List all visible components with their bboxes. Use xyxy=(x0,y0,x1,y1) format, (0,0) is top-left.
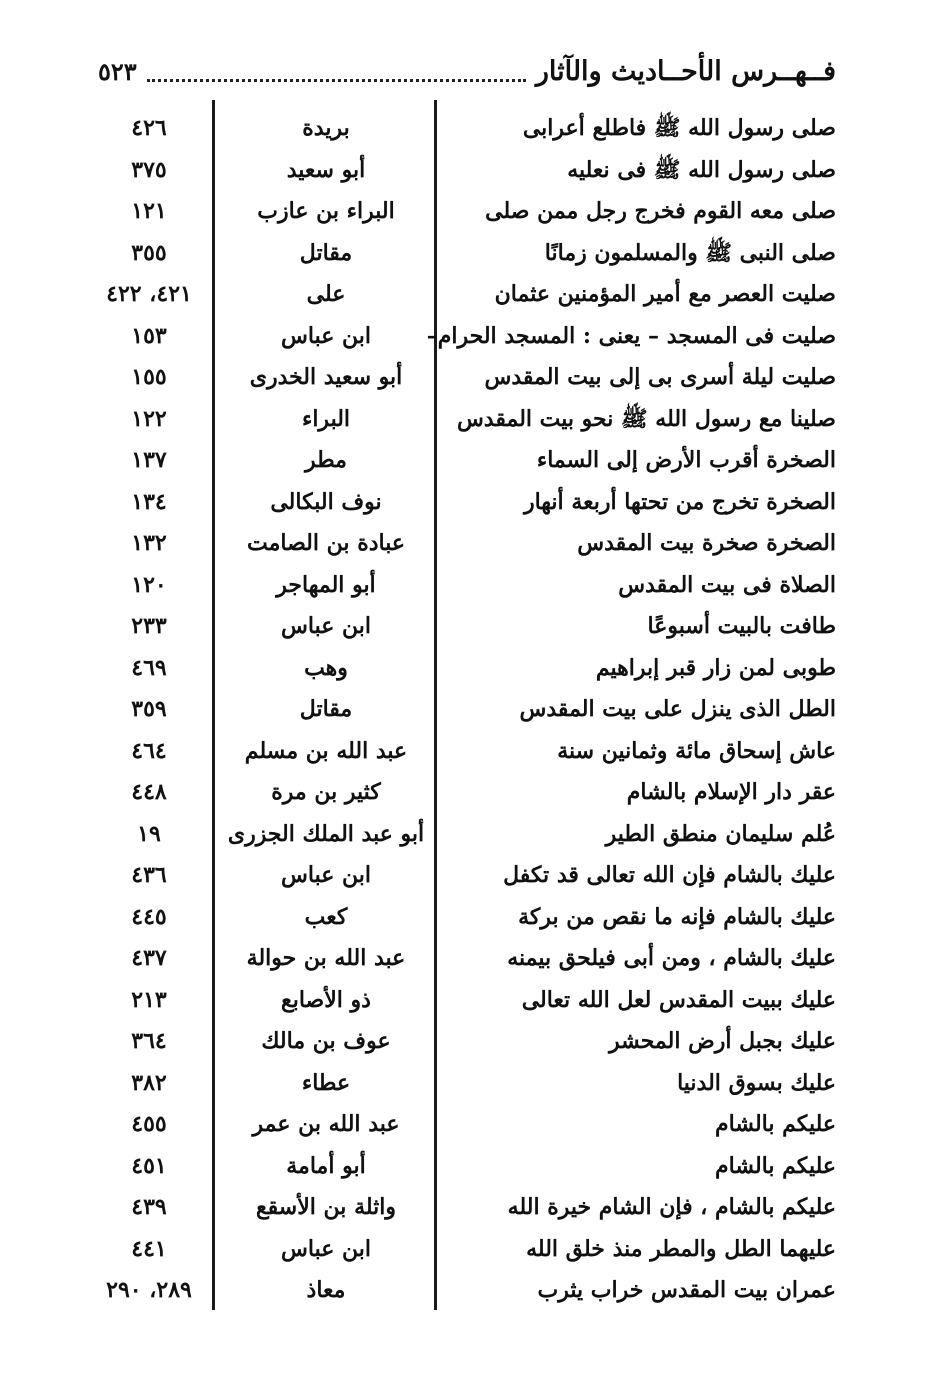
table-row xyxy=(0,606,944,648)
hadith-text: عقر دار الإسلام بالشام xyxy=(626,779,836,805)
hadith-text: عليك بالشام فإن الله تعالى قد تكفل xyxy=(503,862,836,888)
hadith-text: عليك بجبل أرض المحشر xyxy=(608,1028,836,1054)
narrator-name: البراء بن عازب xyxy=(257,198,395,224)
page-reference: ٤٤٥ xyxy=(131,903,167,930)
table-row xyxy=(0,440,944,482)
narrator-name: كعب xyxy=(304,903,348,930)
hadith-text: عاش إسحاق مائة وثمانين سنة xyxy=(557,737,836,764)
hadith-text: عمران بيت المقدس خراب يثرب xyxy=(537,1277,836,1303)
narrator-name: مطر xyxy=(305,447,347,473)
table-row xyxy=(0,191,944,233)
page-reference: ٤٦٤ xyxy=(131,737,167,764)
hadith-text: عليهما الطل والمطر منذ خلق الله xyxy=(526,1235,836,1262)
page-reference: ٢١٣ xyxy=(131,986,167,1013)
hadith-text: صليت العصر مع أمير المؤمنين عثمان xyxy=(494,281,836,307)
page-reference: ٢٨٩، ٢٩٠ xyxy=(106,1277,192,1303)
hadith-text: صلى رسول الله ﷺ فاطلع أعرابى xyxy=(522,115,836,141)
hadith-text: صلى معه القوم فخرج رجل ممن صلى xyxy=(485,198,836,224)
table-row xyxy=(0,357,944,399)
hadith-text: الصخرة تخرج من تحتها أربعة أنهار xyxy=(523,488,836,515)
page-reference: ٣٧٥ xyxy=(131,156,167,183)
table-row xyxy=(0,316,944,358)
table-row xyxy=(0,648,944,690)
page-reference: ٣٦٤ xyxy=(131,1028,167,1054)
page-reference: ١٣٧ xyxy=(131,447,167,473)
table-row xyxy=(0,980,944,1022)
narrator-name: عبد الله بن حوالة xyxy=(246,945,406,971)
hadith-text: طافت بالبيت أسبوعًا xyxy=(647,613,836,639)
table-row xyxy=(0,1063,944,1105)
narrator-name: ذو الأصابع xyxy=(281,986,371,1013)
narrator-name: كثير بن مرة xyxy=(271,779,381,805)
table-row xyxy=(0,274,944,316)
page-reference: ١٥٥ xyxy=(131,364,167,390)
table-row xyxy=(0,689,944,731)
hadith-text: عليك بسوق الدنيا xyxy=(677,1069,836,1096)
page-reference: ١٣٤ xyxy=(131,488,167,515)
page-reference: ٤٣٦ xyxy=(131,862,167,888)
page-reference: ٤٥١ xyxy=(131,1152,167,1179)
narrator-name: البراء xyxy=(301,405,351,432)
page-reference: ٤٤١ xyxy=(131,1235,167,1262)
table-row xyxy=(0,855,944,897)
hadith-text: الطل الذى ينزل على بيت المقدس xyxy=(519,696,836,722)
page-reference: ٤٣٩ xyxy=(131,1194,167,1220)
narrator-name: على xyxy=(306,281,346,307)
narrator-name: وهب xyxy=(304,654,348,681)
table-row xyxy=(0,233,944,275)
hadith-text: الصخرة صخرة بيت المقدس xyxy=(577,530,836,556)
table-row xyxy=(0,150,944,192)
hadith-text: عليكم بالشام xyxy=(715,1152,836,1179)
narrator-name: عبادة بن الصامت xyxy=(247,530,405,556)
hadith-text: صلى رسول الله ﷺ فى نعليه xyxy=(567,156,836,183)
table-row xyxy=(0,731,944,773)
narrator-name: واثلة بن الأسقع xyxy=(255,1194,397,1220)
index-table xyxy=(0,108,944,1312)
narrator-name: أبو سعيد xyxy=(286,156,366,183)
narrator-name: عطاء xyxy=(301,1069,351,1096)
narrator-name: أبو سعيد الخدرى xyxy=(249,364,403,390)
table-row xyxy=(0,399,944,441)
page-reference: ٣٨٢ xyxy=(131,1069,167,1096)
hadith-text: صلينا مع رسول الله ﷺ نحو بيت المقدس xyxy=(456,405,836,432)
narrator-name: أبو المهاجر xyxy=(276,571,376,598)
page-reference: ١٢٠ xyxy=(131,571,167,598)
table-row xyxy=(0,1229,944,1271)
narrator-name: نوف البكالى xyxy=(270,488,382,515)
hadith-text: طوبى لمن زار قبر إبراهيم xyxy=(595,654,836,681)
page-reference: ٢٣٣ xyxy=(131,613,167,639)
hadith-text: عليكم بالشام ، فإن الشام خيرة الله xyxy=(507,1194,836,1220)
table-row xyxy=(0,108,944,150)
narrator-name: عبد الله بن عمر xyxy=(252,1111,400,1137)
page-reference: ٤٥٥ xyxy=(131,1111,167,1137)
table-row xyxy=(0,1104,944,1146)
table-row xyxy=(0,772,944,814)
hadith-text: عليكم بالشام xyxy=(715,1111,836,1137)
table-row xyxy=(0,897,944,939)
narrator-name: أبو عبد الملك الجزرى xyxy=(227,820,425,847)
hadith-text: صليت فى المسجد – يعنى : المسجد الحرام– xyxy=(426,322,836,349)
hadith-text: صلى النبى ﷺ والمسلمون زمانًا xyxy=(544,239,836,266)
narrator-name: مقاتل xyxy=(299,239,353,266)
header-dotted-leader xyxy=(147,79,526,82)
table-row xyxy=(0,814,944,856)
page-reference: ١٢١ xyxy=(131,198,167,224)
hadith-text: الصخرة أقرب الأرض إلى السماء xyxy=(536,447,836,473)
table-row xyxy=(0,938,944,980)
page-reference: ١٢٢ xyxy=(131,405,167,432)
page-reference: ٣٥٥ xyxy=(131,239,167,266)
table-row xyxy=(0,1270,944,1312)
page-reference: ٤٢٦ xyxy=(131,115,167,141)
table-row xyxy=(0,482,944,524)
narrator-name: ابن عباس xyxy=(281,322,371,349)
table-row xyxy=(0,1021,944,1063)
narrator-name: عوف بن مالك xyxy=(261,1028,391,1054)
page-reference: ٤٣٧ xyxy=(131,945,167,971)
page-header xyxy=(98,52,836,92)
page-reference: ٤٢١، ٤٢٢ xyxy=(106,281,192,307)
table-row xyxy=(0,523,944,565)
page-title: فــهــرس الأحــاديث والآثار xyxy=(535,56,836,87)
page-reference: ٤٦٩ xyxy=(131,654,167,681)
page-reference: ٣٥٩ xyxy=(131,696,167,722)
page-number: ٥٢٣ xyxy=(98,57,137,86)
hadith-text: الصلاة فى بيت المقدس xyxy=(618,571,836,598)
table-row xyxy=(0,565,944,607)
narrator-name: بريدة xyxy=(302,115,350,141)
page-reference: ١٣٢ xyxy=(131,530,167,556)
narrator-name: عبد الله بن مسلم xyxy=(244,737,408,764)
page-reference: ١٩ xyxy=(137,820,161,847)
narrator-name: ابن عباس xyxy=(281,862,371,888)
narrator-name: مقاتل xyxy=(299,696,353,722)
hadith-text: عليك بالشام فإنه ما نقص من بركة xyxy=(518,903,836,930)
narrator-name: ابن عباس xyxy=(281,1235,371,1262)
narrator-name: ابن عباس xyxy=(281,613,371,639)
narrator-name: معاذ xyxy=(306,1277,346,1303)
page-reference: ١٥٣ xyxy=(131,322,167,349)
hadith-text: عليك ببيت المقدس لعل الله تعالى xyxy=(521,986,836,1013)
narrator-name: أبو أمامة xyxy=(286,1152,366,1179)
hadith-text: عليك بالشام ، ومن أبى فيلحق بيمنه xyxy=(507,945,836,971)
page-reference: ٤٤٨ xyxy=(131,779,167,805)
hadith-text: عُلم سليمان منطق الطير xyxy=(605,820,836,847)
table-row xyxy=(0,1187,944,1229)
hadith-text: صليت ليلة أسرى بى إلى بيت المقدس xyxy=(484,364,836,390)
table-row xyxy=(0,1146,944,1188)
